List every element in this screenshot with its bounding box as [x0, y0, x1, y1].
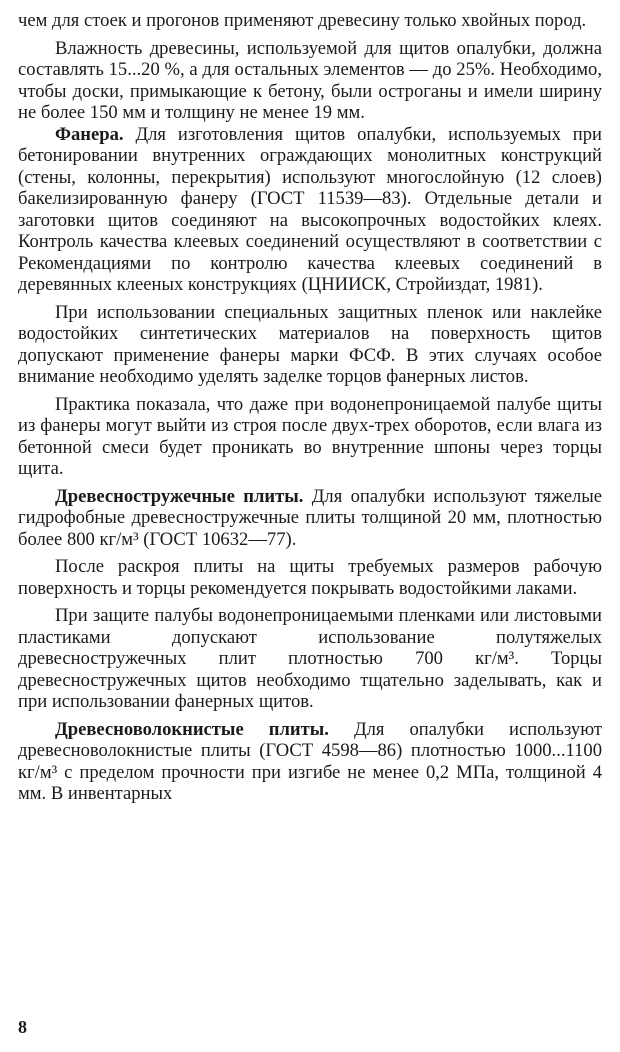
- paragraph-text: При использовании специальных защитных пленок или наклейке водостойких синтетических материалов на поверхность щитов допускают применение фанеры марки ФСФ. В этих случаях особое внимание необходимо уделять заделке торцов фанерных листов.: [18, 301, 602, 387]
- paragraph-text: Для изготовления щитов опалубки, используемых при бетонировании внутренних ограждающих монолитных конструкций (стены, колонны, перекрытия) используют многослойную (12 слоев) бакелизированную фанеру (ГОСТ 11539—83). Отдельные детали и заготовки щитов соединяют на высокопрочных водостойких клеях. Контроль качества клеевых соединений осуществляют в соответствии с Рекомендациями по контролю качества клеевых соединений в деревянных клееных конструкциях (ЦНИИСК, Стройиздат, 1981).: [18, 123, 602, 295]
- paragraph-practice: [18, 394, 602, 480]
- paragraph-waterproof-films: [18, 605, 602, 713]
- paragraph-text: Влажность древесины, используемой для щитов опалубки, должна составлять 15...20 %, а для остальных элементов — до 25%. Необходимо, чтобы доски, примыкающие к бетону, были острoганы и имели ширину не более 150 мм и толщину не менее 19 мм.: [18, 37, 602, 123]
- paragraph-text: чем для стоек и прогонов применяют древесину только хвойных пород.: [18, 10, 587, 31]
- paragraph-particleboard: [18, 486, 602, 551]
- paragraph-text: Для опалубки используют тяжелые гидрофобные древесностружечные плиты толщиной 20 мм, плотностью более 800 кг/м³ (ГОСТ 10632—77).: [18, 485, 602, 550]
- paragraph-text: После раскроя плиты на щиты требуемых размеров рабочую поверхность и торцы рекомендуется покрывать водостойкими лаками.: [18, 556, 602, 599]
- section-heading-fiberboard: Древесноволокнистые плиты.: [55, 718, 329, 740]
- paragraph-text: При защите палубы водонепроницаемыми пленками или листовыми пластиками допускают использование полутяжелых древесностружечных плит плотностью 700 кг/м³. Торцы древесностружечных щитов необходимо тщательно заделывать, как и при использовании фанерных щитов.: [18, 605, 602, 712]
- section-heading-plywood: Фанера.: [55, 123, 124, 145]
- page-number: 8: [18, 1017, 27, 1037]
- paragraph-text: Для опалубки используют древесноволокнистые плиты (ГОСТ 4598—86) плотностью 1000...1100 кг/м³ с пределом прочности при изгибе не менее 0,2 МПа, толщиной 4 мм. В инвентарных: [18, 718, 602, 804]
- paragraph-continued: [18, 10, 602, 32]
- paragraph-text: Практика показала, что даже при водонепроницаемой палубе щиты из фанеры могут выйти из строя после двух-трех оборотов, если влага из бетонной смеси будет проникать во внутренние шпоны через торцы щита.: [18, 393, 602, 479]
- paragraph-plywood: [18, 124, 602, 296]
- paragraph-cutting: [18, 556, 602, 599]
- section-heading-particleboard: Древесностружечные плиты.: [55, 485, 304, 507]
- paragraph-moisture: [18, 38, 602, 124]
- paragraph-protective-films: [18, 302, 602, 388]
- paragraph-fiberboard: [18, 719, 602, 805]
- document-page: [18, 10, 602, 805]
